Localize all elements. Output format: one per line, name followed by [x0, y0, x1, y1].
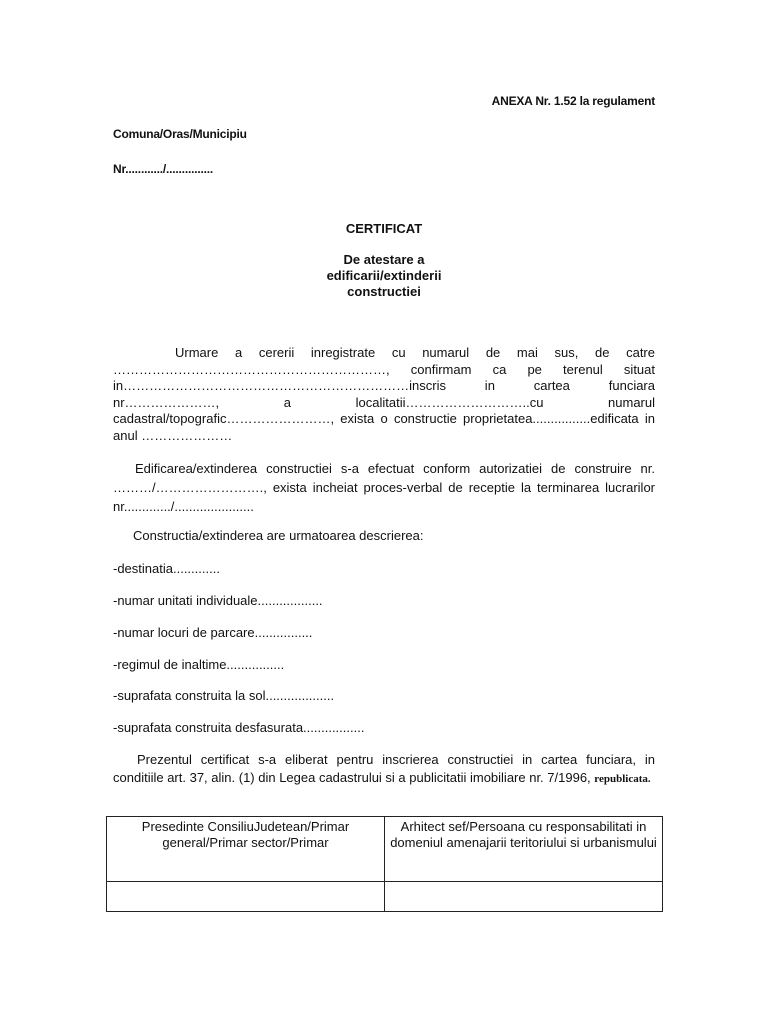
- paragraph-authorization: Edificarea/extinderea constructiei s-a efectuat conform autorizatiei de construire nr. ………/……………………., exista incheiat proces-verbal de receptie la terminarea lucrarilor nr............./......................: [113, 461, 655, 514]
- signature-left-field[interactable]: [107, 882, 385, 912]
- list-item-units: -numar unitati individuale..................: [113, 593, 323, 608]
- subtitle-line-2: edificarii/extinderii: [326, 268, 442, 283]
- paragraph-description-intro: Constructia/extinderea are urmatoarea descrierea:: [133, 528, 424, 543]
- annex-reference: ANEXA Nr. 1.52 la regulament: [491, 94, 655, 108]
- signature-right-field[interactable]: [385, 882, 663, 912]
- signature-left-title: Presedinte ConsiliuJudetean/Primar general/Primar sector/Primar: [107, 817, 385, 882]
- paragraph-legal-basis: [113, 751, 655, 788]
- document-title: CERTIFICAT: [345, 221, 423, 236]
- paragraph-request: Urmare a cererii inregistrate cu numarul de mai sus, de catre ………………………………………………………, confirmam ca pe terenul situat in…………………………………………………………inscris in cartea funciara nr…………………, a localitatii………………………..cu numarul cadastral/topografic……………………, exista o constructie proprietatea................edificata in anul …………………: [113, 345, 655, 443]
- subtitle-line-1: De atestare a: [343, 252, 425, 267]
- list-item-parking: -numar locuri de parcare................: [113, 625, 313, 640]
- legal-basis-republished: republicata.: [594, 773, 651, 785]
- commune-label: Comuna/Oras/Municipiu: [113, 127, 247, 141]
- list-item-destination: -destinatia.............: [113, 561, 220, 576]
- signature-table: [106, 816, 663, 912]
- list-item-height-regime: -regimul de inaltime................: [113, 657, 285, 672]
- list-item-built-area: -suprafata construita desfasurata.................: [113, 720, 365, 735]
- subtitle-line-3: constructiei: [347, 284, 421, 299]
- signature-blank-row: [107, 882, 663, 912]
- list-item-ground-area: -suprafata construita la sol...................: [113, 688, 335, 703]
- signature-header-row: [107, 817, 663, 882]
- document-subtitle: [0, 252, 768, 300]
- registration-number: Nr............/...............: [113, 162, 214, 176]
- signature-right-title: Arhitect sef/Persoana cu responsabilitati in domeniul amenajarii teritoriului si urbanismului: [385, 817, 663, 882]
- legal-basis-text: Prezentul certificat s-a eliberat pentru inscrierea constructiei in cartea funciara, in conditiile art. 37, alin. (1) din Legea cadastrului si a publicitatii imobiliare nr. 7/1996,: [113, 752, 655, 785]
